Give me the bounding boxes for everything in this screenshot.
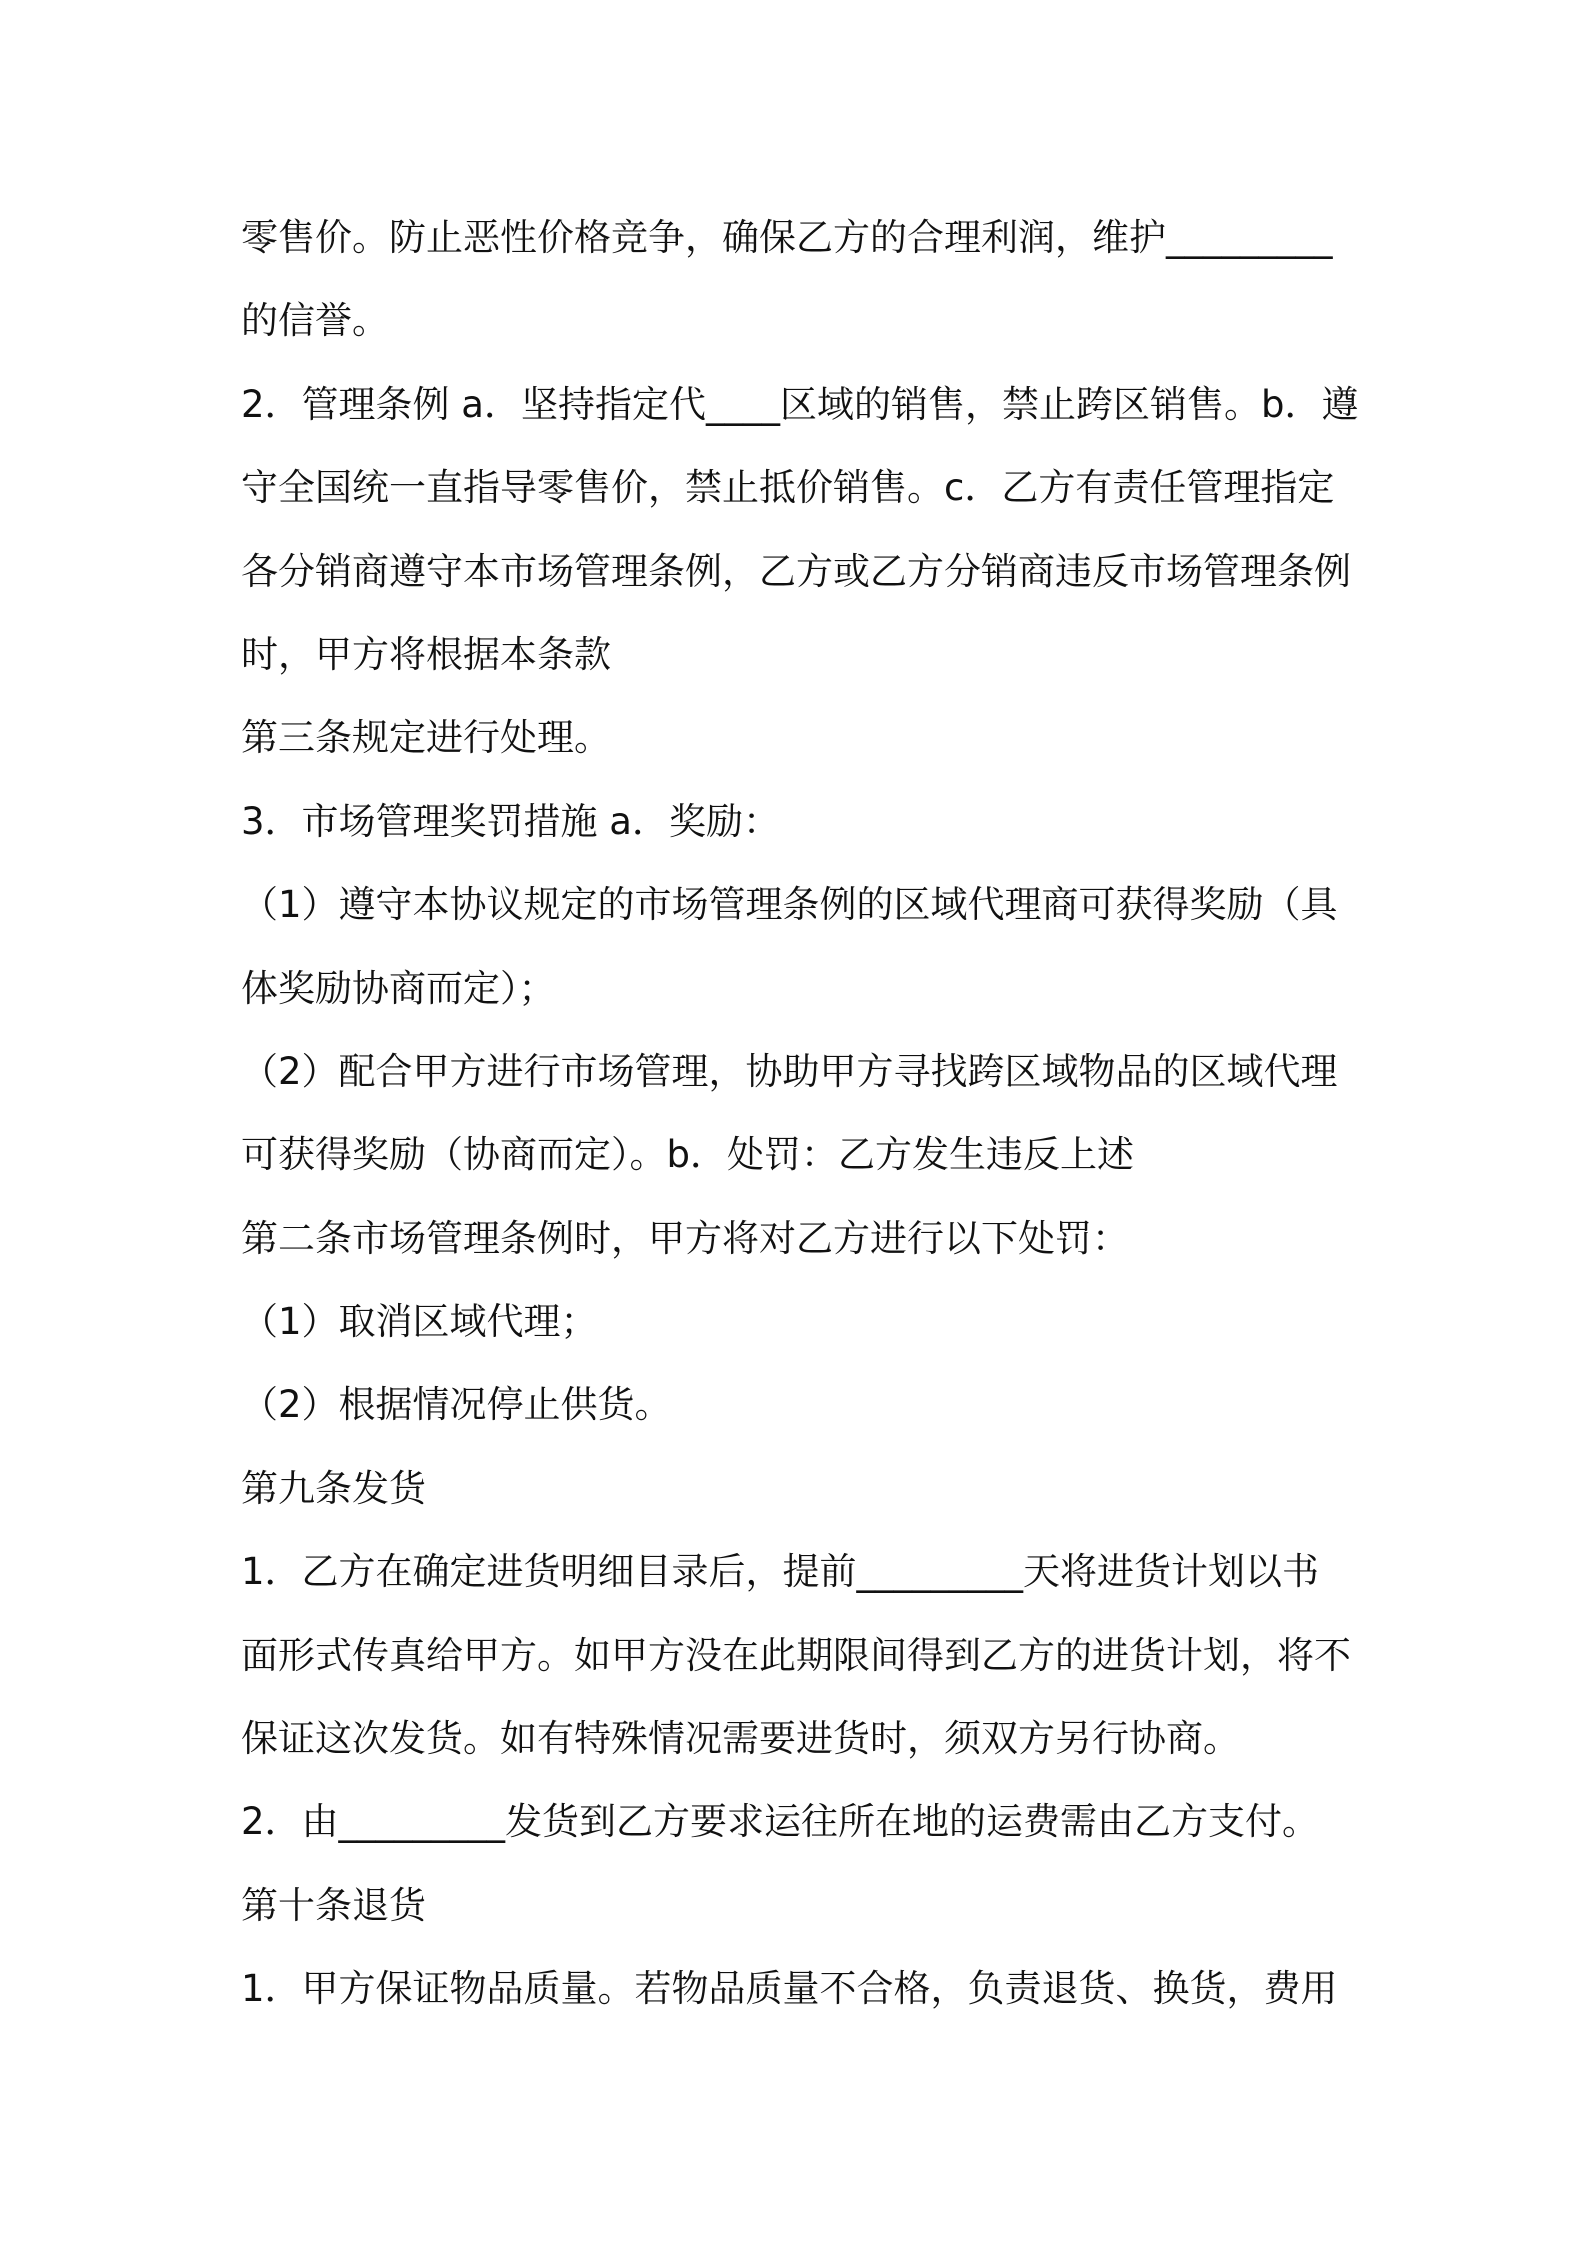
list-item: （1）取消区域代理； xyxy=(241,1300,598,1344)
text-line: 时，甲方将根据本条款 xyxy=(241,632,611,676)
section-heading: 第三条规定进行处理。 xyxy=(241,716,611,760)
text-line: 零售价。防止恶性价格竞争，确保乙方的合理利润，维护_________ xyxy=(241,216,1333,259)
text-line: 2．管理条例 a．坚持指定代____区域的销售，禁止跨区销售。b．遵 xyxy=(241,382,1359,426)
list-item: （2）配合甲方进行市场管理，协助甲方寻找跨区域物品的区域代理 xyxy=(241,1049,1338,1093)
text-line: 1．甲方保证物品质量。若物品质量不合格，负责退货、换货，费用 xyxy=(241,1967,1338,2011)
text-line: 可获得奖励（协商而定）。b．处罚：乙方发生违反上述 xyxy=(241,1133,1134,1177)
text-line: 体奖励协商而定）； xyxy=(241,966,556,1010)
text-line: 各分销商遵守本市场管理条例，乙方或乙方分销商违反市场管理条例 xyxy=(241,549,1351,593)
list-item: （1）遵守本协议规定的市场管理条例的区域代理商可获得奖励（具 xyxy=(241,883,1338,927)
section-heading: 第九条发货 xyxy=(241,1466,426,1510)
section-heading: 第十条退货 xyxy=(241,1883,426,1927)
list-item: （2）根据情况停止供货。 xyxy=(241,1383,672,1427)
text-line: 1．乙方在确定进货明细目录后，提前_________天将进货计划以书 xyxy=(241,1550,1320,1594)
document-body xyxy=(241,196,1361,2031)
text-line: 3．市场管理奖罚措施 a．奖励： xyxy=(241,799,780,843)
text-line: 的信誉。 xyxy=(241,299,389,343)
text-line: 2．由_________发货到乙方要求运往所在地的运费需由乙方支付。 xyxy=(241,1800,1320,1844)
section-heading: 第二条市场管理条例时，甲方将对乙方进行以下处罚： xyxy=(241,1216,1129,1260)
text-line: 守全国统一直指导零售价，禁止抵价销售。c．乙方有责任管理指定 xyxy=(241,466,1335,510)
text-line: 保证这次发货。如有特殊情况需要进货时，须双方另行协商。 xyxy=(241,1717,1240,1761)
text-line: 面形式传真给甲方。如甲方没在此期限间得到乙方的进货计划，将不 xyxy=(241,1633,1351,1677)
